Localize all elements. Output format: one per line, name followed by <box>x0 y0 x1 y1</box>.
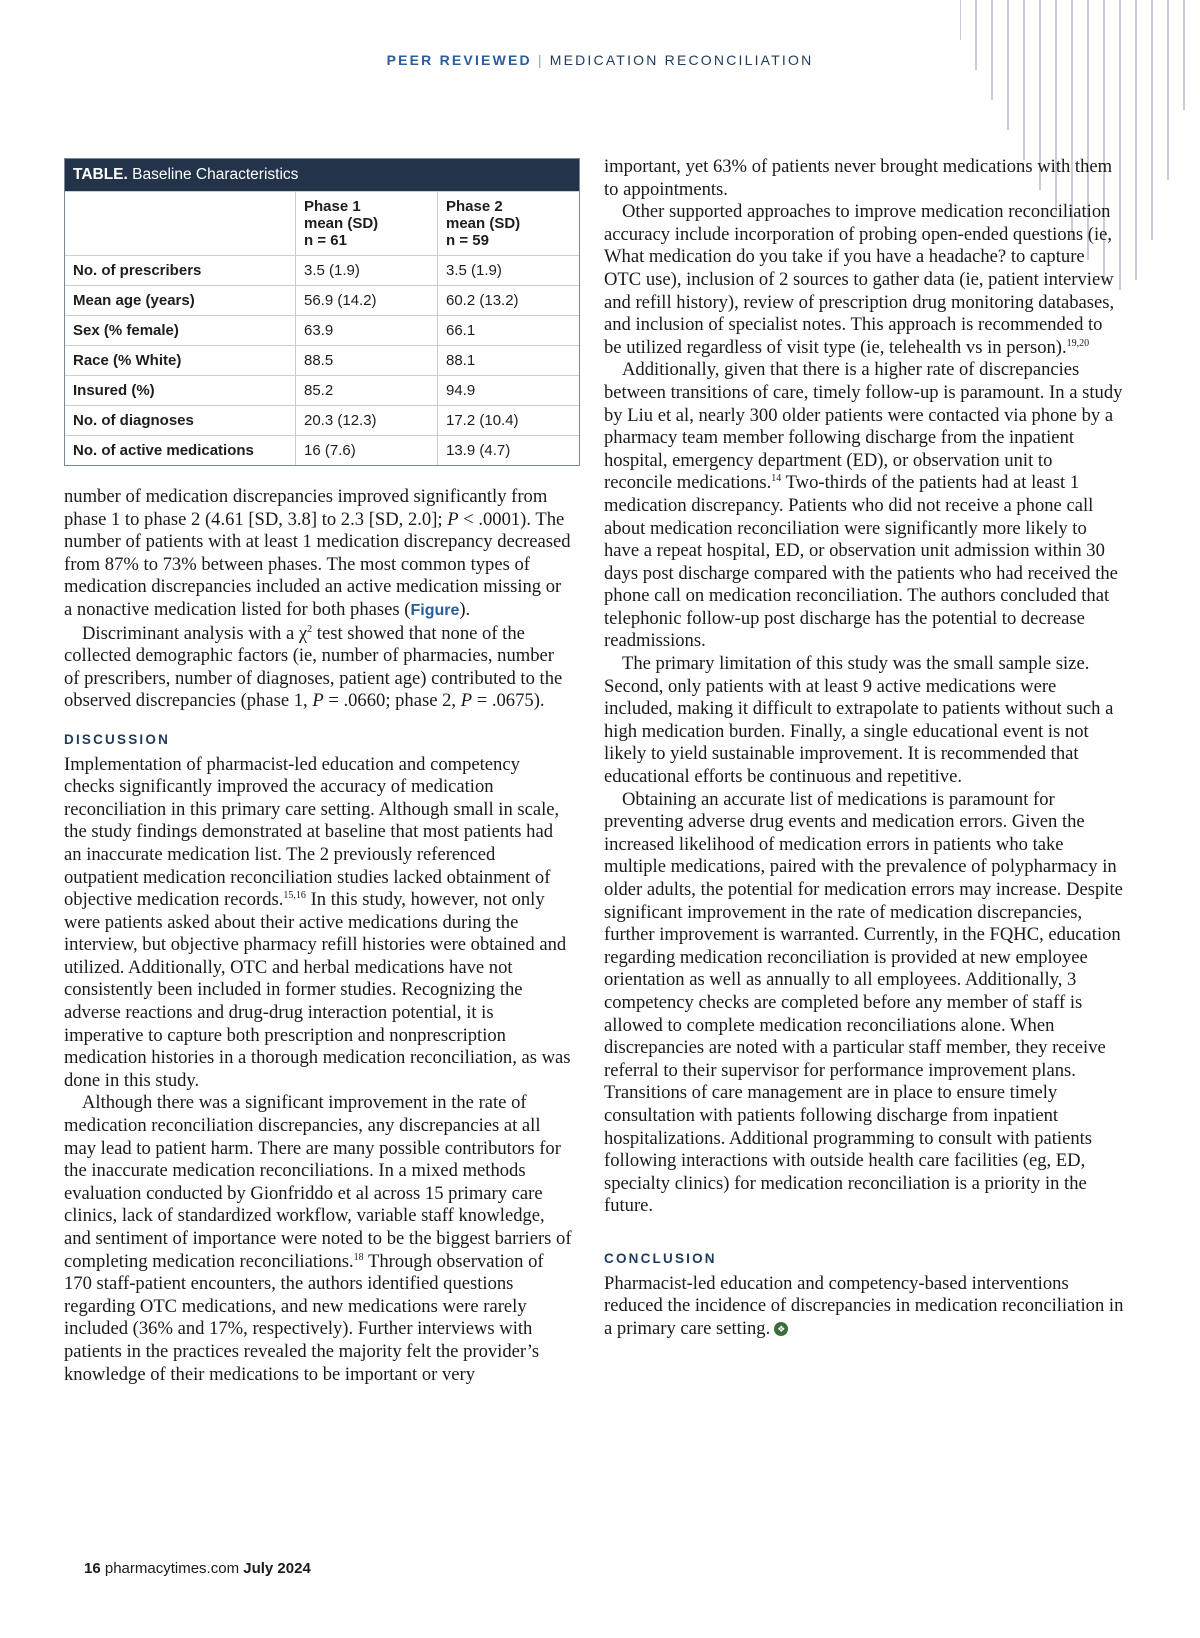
paragraph: important, yet 63% of patients never brought medications with them to appointments. <box>604 156 1113 200</box>
table-header-phase2-n: n = 59 <box>446 232 489 249</box>
table-title <box>65 159 579 191</box>
table-header-phase2-stat: mean (SD) <box>446 215 521 232</box>
row-phase2-value: 88.1 <box>438 346 580 376</box>
page-number: 16 <box>84 1560 101 1577</box>
row-phase1-value: 3.5 (1.9) <box>296 256 438 286</box>
row-phase1-value: 88.5 <box>296 346 438 376</box>
header-kicker: PEER REVIEWED <box>386 52 532 68</box>
table-row <box>65 256 579 286</box>
table-title-label: TABLE. <box>73 166 128 183</box>
row-label: Insured (%) <box>65 376 296 406</box>
right-column <box>604 156 1124 1340</box>
row-phase2-value: 13.9 (4.7) <box>438 436 580 466</box>
table-row <box>65 286 579 316</box>
row-phase2-value: 94.9 <box>438 376 580 406</box>
table-title-text: Baseline Characteristics <box>132 166 299 183</box>
row-phase2-value: 17.2 (10.4) <box>438 406 580 436</box>
figure-link[interactable]: Figure <box>410 601 460 619</box>
discussion-heading: DISCUSSION <box>64 731 171 747</box>
row-label: No. of prescribers <box>65 256 296 286</box>
paragraph: Other supported approaches to improve medication reconciliation accuracy include incorporation of probing open-ended questions (ie, What medication do you take if you have a headache? to capture OTC use), inclusion of 2 sources to gather data (ie, patient interview and refill history), review of prescription drug monitoring databases, and inclusion of specialist notes. This approach is recommended to be utilized regardless of visit type (ie, telehealth vs in person).$^{19,20}$ <box>604 201 1115 358</box>
header-section: MEDICATION RECONCILIATION <box>549 52 814 68</box>
footer-issue: July 2024 <box>243 1560 311 1577</box>
paragraph: Obtaining an accurate list of medications is paramount for preventing adverse drug events and medication errors. Given the increased likelihood of medication errors in patients who take multiple medications, paired with the prevalence of polypharmacy in older adults, the potential for medication errors may increase. Despite significant improvement in the rate of medication discrepancies, further improvement is warranted. Currently, in the FQHC, education regarding medication reconciliation is provided at new employee orientation as well as annually to all employees. Additionally, 3 competency checks are completed before any member of staff is allowed to complete medication reconciliations alone. When discrepancies are noted with a particular staff member, they receive referral to their supervisor for performance improvement plans. Transitions of care management are in place to ensure timely consultation with patients following discharge from inpatient hospitalizations. Additional programming to consult with patients following interactions with outside health care facilities (eg, ED, specialty clinics) for medication reconciliation is a priority in the future. <box>604 788 1123 1217</box>
table-header-phase1-n: n = 61 <box>304 232 347 249</box>
running-header <box>0 52 1200 68</box>
row-label: Race (% White) <box>65 346 296 376</box>
paragraph: Although there was a significant improvement in the rate of medication reconciliation discrepancies, any discrepancies at all may lead to patient harm. There are many possible contributors for the inaccurate medication reconciliations. In a mixed methods evaluation conducted by Gionfriddo et al across 15 primary care clinics, lack of standardized workflow, variable staff knowledge, and sentiment of importance were noted to be the biggest barriers of completing medication reconciliations.$^{18}$ Through observation of 170 staff-patient encounters, the authors identified questions regarding OTC medications, and new medications were rarely included (36% and 17%, respectively). Further interviews with patients in the practices revealed the majority felt the provider’s knowledge of their medications to be important or very <box>64 1092 572 1385</box>
table-row <box>65 316 579 346</box>
paragraph: The primary limitation of this study was the small sample size. Second, only patients with at least 9 active medications were included, making it difficult to extrapolate to patients without such a high medication burden. Finally, a single educational event is not likely to yield sustainable improvement. It is recommended that educational efforts be continuous and repetitive. <box>604 653 1114 788</box>
table-header-empty <box>65 192 296 256</box>
baseline-characteristics-table <box>64 158 580 466</box>
row-label: No. of diagnoses <box>65 406 296 436</box>
table-header-phase1 <box>296 192 438 256</box>
row-phase1-value: 20.3 (12.3) <box>296 406 438 436</box>
footer-site: pharmacytimes.com <box>104 1560 240 1577</box>
table-header-row <box>65 192 579 256</box>
paragraph: Pharmacist-led education and competency-based interventions reduced the incidence of discrepancies in medication reconciliation in a primary care setting. ❖ <box>604 1272 1124 1339</box>
table-header-phase1-stat: mean (SD) <box>304 215 379 232</box>
paragraph: Implementation of pharmacist-led education and competency checks significantly improved the accuracy of medication reconciliation in this primary care setting. Although small in scale, the study findings demonstrated at baseline that most patients had an inaccurate medication list. The 2 previously referenced outpatient medication reconciliation studies lacked obtainment of objective medication records.$^{15,16}$ In this study, however, not only were patients asked about their active medications during the interview, but objective pharmacy refill histories were obtained and utilized. Additionally, OTC and herbal medications have not consistently been included in former studies. Recognizing the adverse reactions and drug-drug interaction potential, it is imperative to capture both prescription and nonprescription medication histories in a thorough medication reconciliation, as was done in this study. <box>64 753 571 1091</box>
row-phase2-value: 60.2 (13.2) <box>438 286 580 316</box>
row-phase1-value: 63.9 <box>296 316 438 346</box>
row-label: Mean age (years) <box>65 286 296 316</box>
page-footer <box>84 1560 311 1577</box>
row-phase2-value: 3.5 (1.9) <box>438 256 580 286</box>
table-header-phase2 <box>438 192 580 256</box>
row-phase1-value: 85.2 <box>296 376 438 406</box>
table-row <box>65 376 579 406</box>
table-row <box>65 436 579 466</box>
paragraph: number of medication discrepancies improved significantly from phase 1 to phase 2 (4.61 [SD, 3.8] to 2.3 [SD, 2.0]; P < .0001). The number of patients with at least 1 medication discrepancy decreased from 87% to 73% between phases. The most common types of medication discrepancies included an active medication missing or a nonactive medication listed for both phases (Figure). <box>64 486 571 620</box>
row-phase1-value: 16 (7.6) <box>296 436 438 466</box>
table-header-phase2-name: Phase 2 <box>446 198 503 215</box>
row-label: Sex (% female) <box>65 316 296 346</box>
paragraph: Discriminant analysis with a $\chi^2$ test showed that none of the collected demographic factors (ie, number of pharmacies, number of prescribers, number of diagnoses, patient age) contributed to the observed discrepancies (phase 1, P = .0660; phase 2, P = .0675). <box>64 622 563 712</box>
end-of-article-icon: ❖ <box>774 1322 788 1336</box>
left-column <box>64 486 574 1386</box>
header-separator: | <box>537 52 544 68</box>
conclusion-heading: CONCLUSION <box>604 1250 717 1266</box>
row-phase2-value: 66.1 <box>438 316 580 346</box>
paragraph: Additionally, given that there is a higher rate of discrepancies between transitions of care, timely follow-up is paramount. In a study by Liu et al, nearly 300 older patients were contacted via phone by a pharmacy team member following discharge from the inpatient hospital, emergency department (ED), or observation unit to reconcile medications.$^{14}$ Two-thirds of the patients had at least 1 medication discrepancy. Patients who did not receive a phone call about medication reconciliation were significantly more likely to have a repeat hospital, ED, or observation unit admission within 30 days post discharge compared with the patients who had received the phone call on medication reconciliation. The authors concluded that telephonic follow-up post discharge has the potential to decrease readmissions. <box>604 359 1123 652</box>
row-label: No. of active medications <box>65 436 296 466</box>
table-row <box>65 346 579 376</box>
table-header-phase1-name: Phase 1 <box>304 198 361 215</box>
table-row <box>65 406 579 436</box>
row-phase1-value: 56.9 (14.2) <box>296 286 438 316</box>
